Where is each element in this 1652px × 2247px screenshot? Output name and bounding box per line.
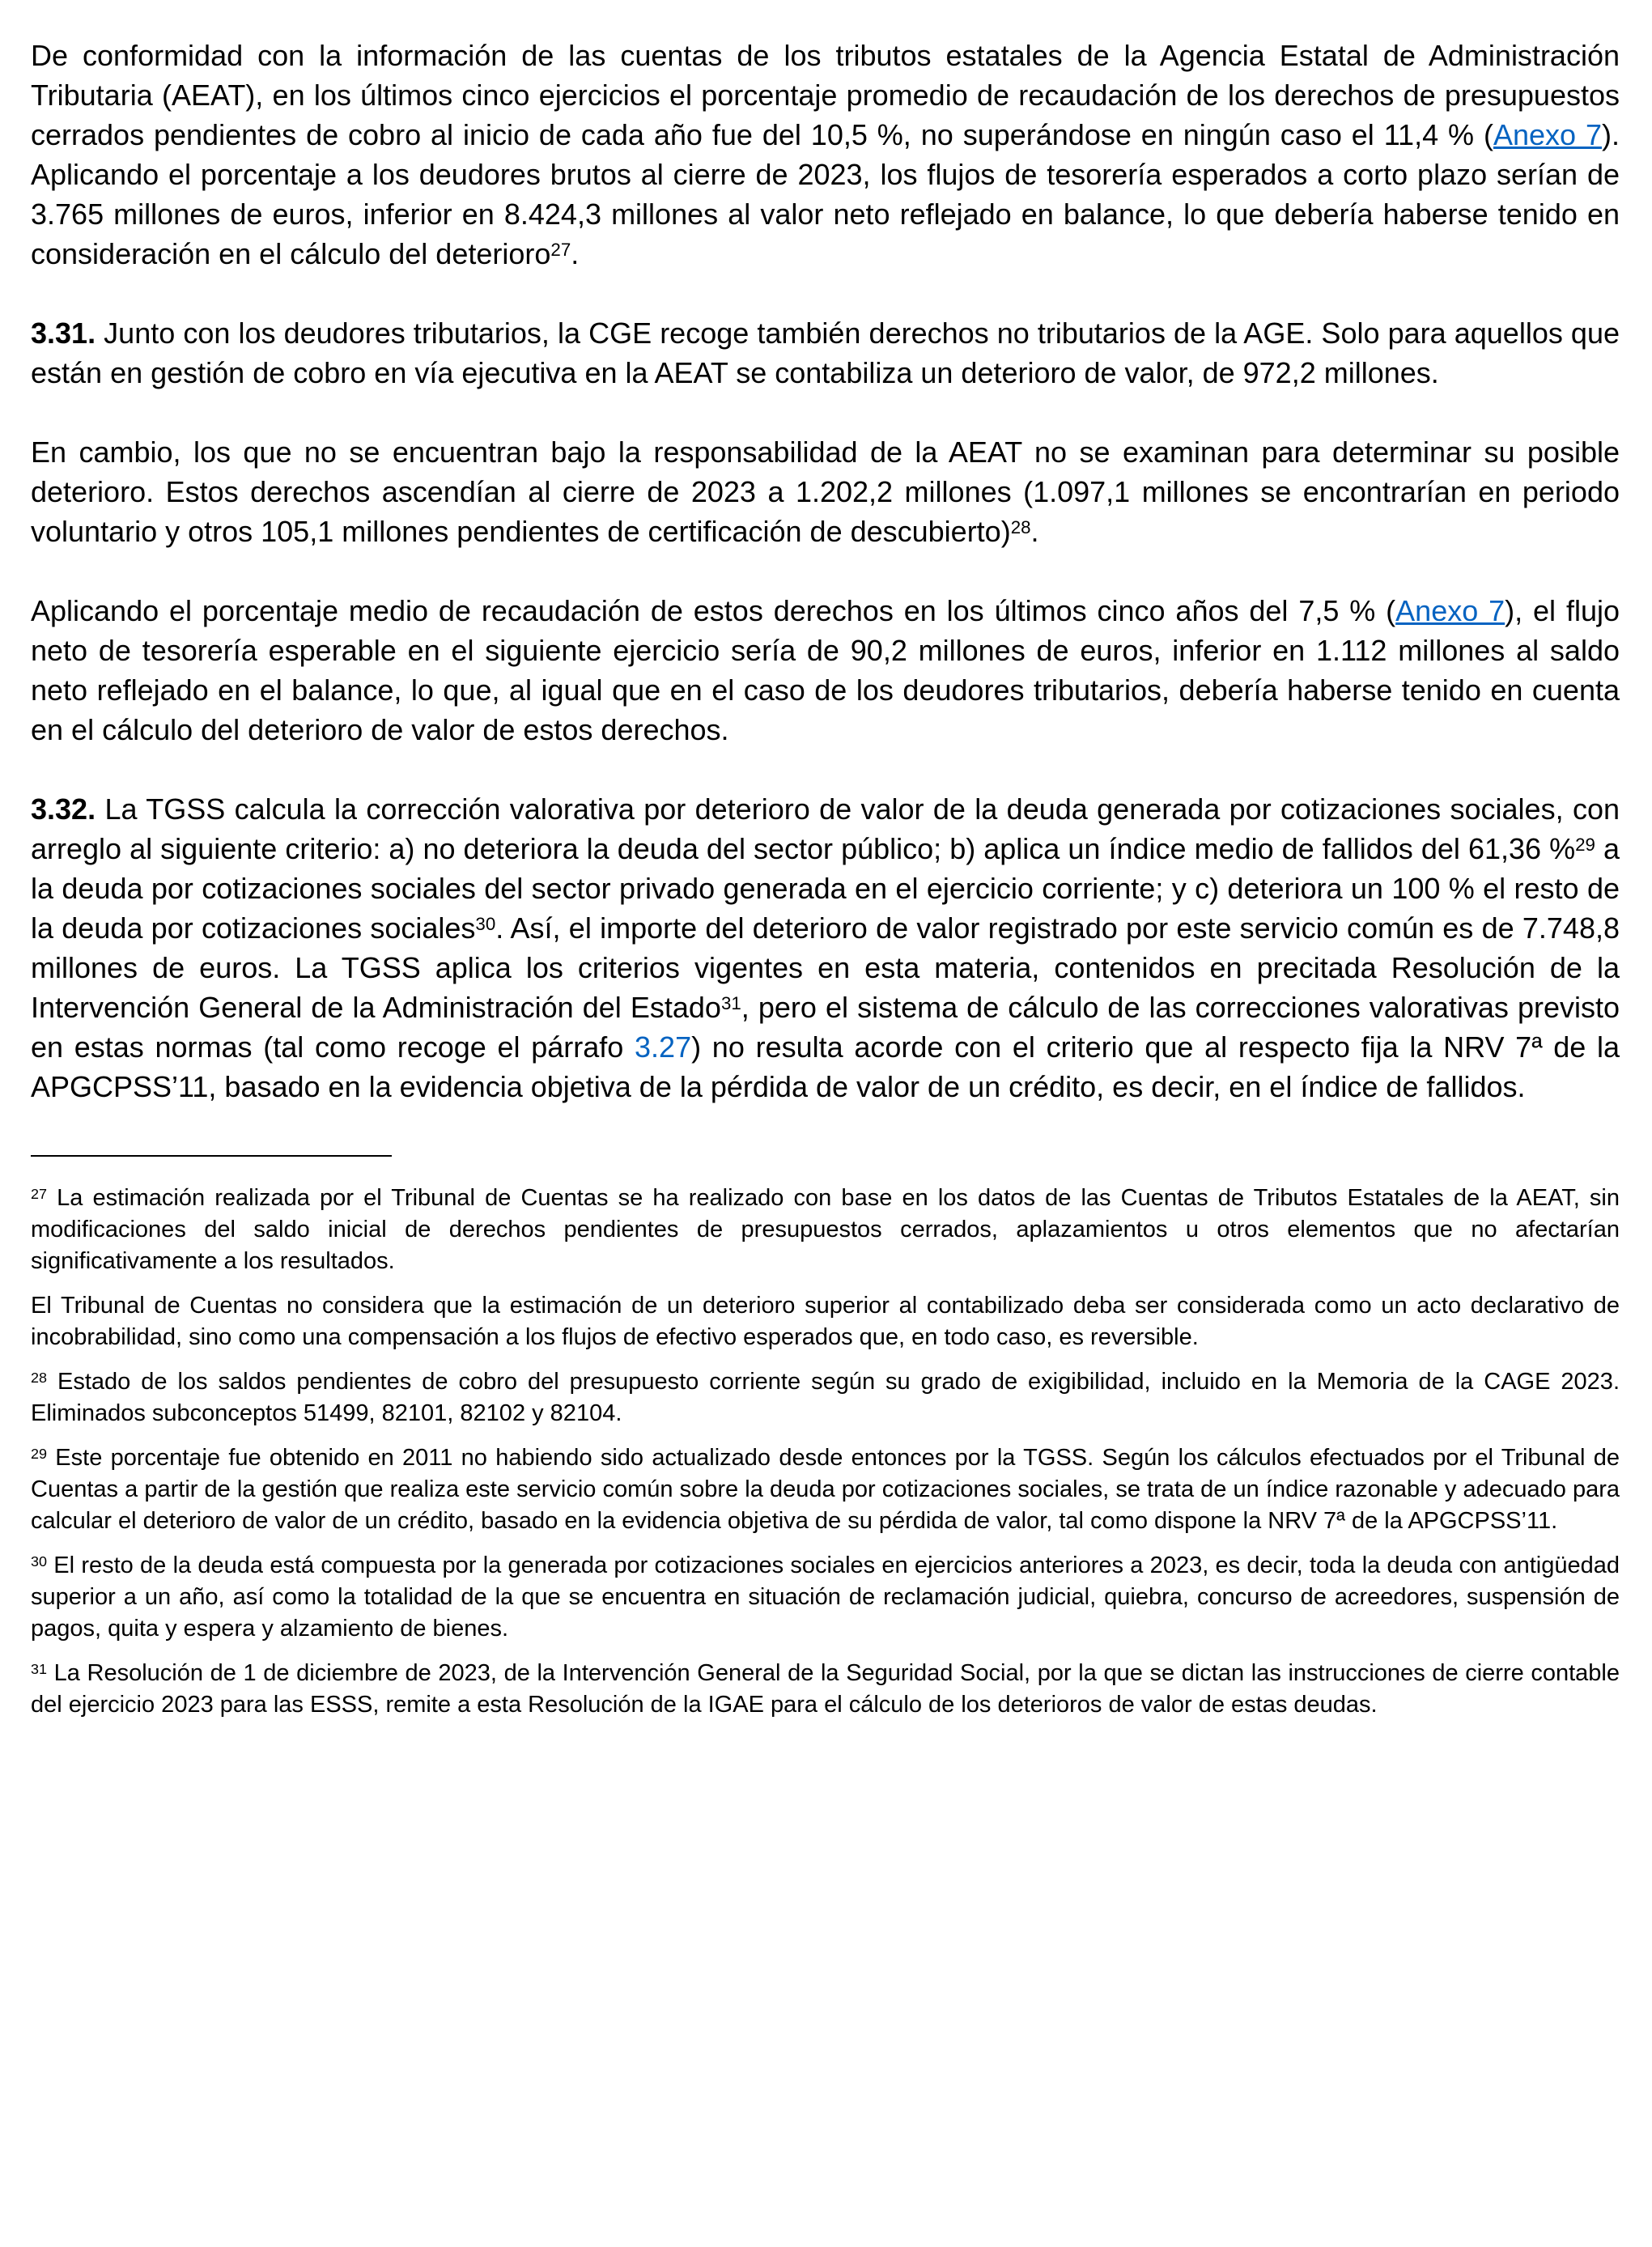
footnote-ref-30: 30 bbox=[475, 913, 496, 934]
text-run: De conformidad con la información de las cuentas de los tributos estatales de la Agencia Estatal de Administración Tributaria (AEAT), en los últimos cinco ejercicios el porcentaje promedio de recaudación de los derechos de presupuestos cerrados pendientes de cobro al inicio de cada año fue del 10,5 %, no superándose en ningún caso el 11,4 % ( bbox=[31, 39, 1620, 151]
paragraph-number-3-31: 3.31. bbox=[31, 316, 96, 350]
anexo-7-link[interactable]: Anexo 7 bbox=[1395, 594, 1505, 627]
footnote-ref-31: 31 bbox=[720, 992, 741, 1013]
footnote-marker-29: 29 bbox=[31, 1445, 47, 1462]
anexo-7-link[interactable]: Anexo 7 bbox=[1493, 118, 1602, 151]
text-run: La Resolución de 1 de diciembre de 2023, de la Intervención General de la Seguridad Social, por la que se dictan las instrucciones de cierre contable del ejercicio 2023 para las ESSS, remite a esta Resolución de la IGAE para el cálculo de los deterioros de valor de estas deudas. bbox=[31, 1660, 1620, 1718]
footnote-ref-28: 28 bbox=[1010, 516, 1031, 537]
text-run: . bbox=[571, 237, 580, 270]
paragraph-deudores-tributarios bbox=[31, 36, 1620, 274]
text-run: ), el flujo neto de tesorería esperable en el siguiente ejercicio sería de 90,2 millones de euros, inferior en 1.112 millones al saldo neto reflejado en el balance, lo que, al igual que en el caso de los deudores tributarios, debería haberse tenido en cuenta en el cálculo del deterioro de valor de estos derechos. bbox=[31, 594, 1620, 746]
text-run: a la deuda por cotizaciones sociales del sector privado generada en el ejercicio corriente; y c) deteriora un 100 % el resto de la deuda por cotizaciones sociales bbox=[31, 832, 1620, 945]
footnote-marker-28: 28 bbox=[31, 1369, 47, 1386]
paragraph-derechos-no-tributarios bbox=[31, 432, 1620, 551]
text-run: Aplicando el porcentaje medio de recaudación de estos derechos en los últimos cinco años del 7,5 % ( bbox=[31, 594, 1396, 627]
text-run: , pero el sistema de cálculo de las correcciones valorativas previsto en estas normas (tal como recoge el párrafo bbox=[31, 991, 1620, 1064]
footnote-31 bbox=[31, 1658, 1620, 1721]
text-run: . bbox=[1030, 515, 1039, 548]
paragraph-3-32 bbox=[31, 789, 1620, 1107]
text-run: Junto con los deudores tributarios, la CGE recoge también derechos no tributarios de la AGE. Solo para aquellos que están en gestión de cobro en vía ejecutiva en la AEAT se contabiliza un deterioro de valor, de 972,2 millones. bbox=[31, 316, 1620, 389]
text-run: El resto de la deuda está compuesta por la generada por cotizaciones sociales en ejercicios anteriores a 2023, es decir, toda la deuda con antigüedad superior a un año, así como la totalidad de la que se encuentra en situación de reclamación judicial, quiebra, concurso de acreedores, suspensión de pagos, quita y espera y alzamiento de bienes. bbox=[31, 1553, 1620, 1642]
text-run: El Tribunal de Cuentas no considera que la estimación de un deterioro superior al contabilizado deba ser considerada como un acto declarativo de incobrabilidad, sino como una compensación a los flujos de efectivo esperados que, en todo caso, es reversible. bbox=[31, 1293, 1620, 1350]
text-run: La estimación realizada por el Tribunal de Cuentas se ha realizado con base en los datos de las Cuentas de Tributos Estatales de la AEAT, sin modificaciones del saldo inicial de derechos pendientes de presupuestos cerrados, aplazamientos u otros elementos que no afectarían significativamente a los resultados. bbox=[31, 1185, 1620, 1274]
footnote-marker-30: 30 bbox=[31, 1553, 47, 1570]
footnote-ref-27: 27 bbox=[550, 239, 571, 260]
footnote-marker-27: 27 bbox=[31, 1185, 47, 1202]
body-text bbox=[31, 36, 1620, 1107]
text-run: En cambio, los que no se encuentran bajo la responsabilidad de la AEAT no se examinan para determinar su posible deterioro. Estos derechos ascendían al cierre de 2023 a 1.202,2 millones (1.097,1 millones se encontrarían en periodo voluntario y otros 105,1 millones pendientes de certificación de descubierto) bbox=[31, 435, 1620, 548]
footnote-marker-31: 31 bbox=[31, 1660, 47, 1677]
footnote-28 bbox=[31, 1366, 1620, 1429]
footnote-29 bbox=[31, 1442, 1620, 1537]
text-run: . Así, el importe del deterioro de valor registrado por este servicio común es de 7.748,8 millones de euros. La TGSS aplica los criterios vigentes en esta materia, contenidos en precitada Resolución de la Intervención General de la Administración del Estado bbox=[31, 911, 1620, 1024]
text-run: Este porcentaje fue obtenido en 2011 no habiendo sido actualizado desde entonces por la TGSS. Según los cálculos efectuados por el Tribunal de Cuentas a partir de la gestión que realiza este servicio común sobre la deuda por cotizaciones sociales, se trata de un índice razonable y adecuado para calcular el deterioro de valor de un crédito, basado en la evidencia objetiva de su pérdida de valor, tal como dispone la NRV 7ª de la APGCPSS’11. bbox=[31, 1445, 1620, 1534]
text-run: Estado de los saldos pendientes de cobro del presupuesto corriente según su grado de exigibilidad, incluido en la Memoria de la CAGE 2023. Eliminados subconceptos 51499, 82101, 82102 y 82104. bbox=[31, 1369, 1620, 1426]
footnote-27 bbox=[31, 1183, 1620, 1277]
footnote-30 bbox=[31, 1550, 1620, 1645]
parrafo-3-27-link[interactable]: 3.27 bbox=[635, 1030, 692, 1064]
footnotes-section bbox=[31, 1183, 1620, 1721]
text-run: ). Aplicando el porcentaje a los deudores brutos al cierre de 2023, los flujos de tesorería esperados a corto plazo serían de 3.765 millones de euros, inferior en 8.424,3 millones al valor neto reflejado en balance, lo que debería haberse tenido en consideración en el cálculo del deterioro bbox=[31, 118, 1620, 270]
paragraph-3-31 bbox=[31, 313, 1620, 393]
footnote-27-continued bbox=[31, 1290, 1620, 1353]
paragraph-porcentaje-medio bbox=[31, 591, 1620, 750]
footnote-ref-29: 29 bbox=[1575, 834, 1595, 855]
footnote-separator bbox=[31, 1155, 392, 1157]
text-run: La TGSS calcula la corrección valorativa por deterioro de valor de la deuda generada por cotizaciones sociales, con arreglo al siguiente criterio: a) no deteriora la deuda del sector público; b) aplica un índice medio de fallidos del 61,36 % bbox=[31, 792, 1620, 865]
text-run: ) no resulta acorde con el criterio que al respecto fija la NRV 7ª de la APGCPSS’11, basado en la evidencia objetiva de la pérdida de valor de un crédito, es decir, en el índice de fallidos. bbox=[31, 1030, 1620, 1103]
paragraph-number-3-32: 3.32. bbox=[31, 792, 96, 826]
